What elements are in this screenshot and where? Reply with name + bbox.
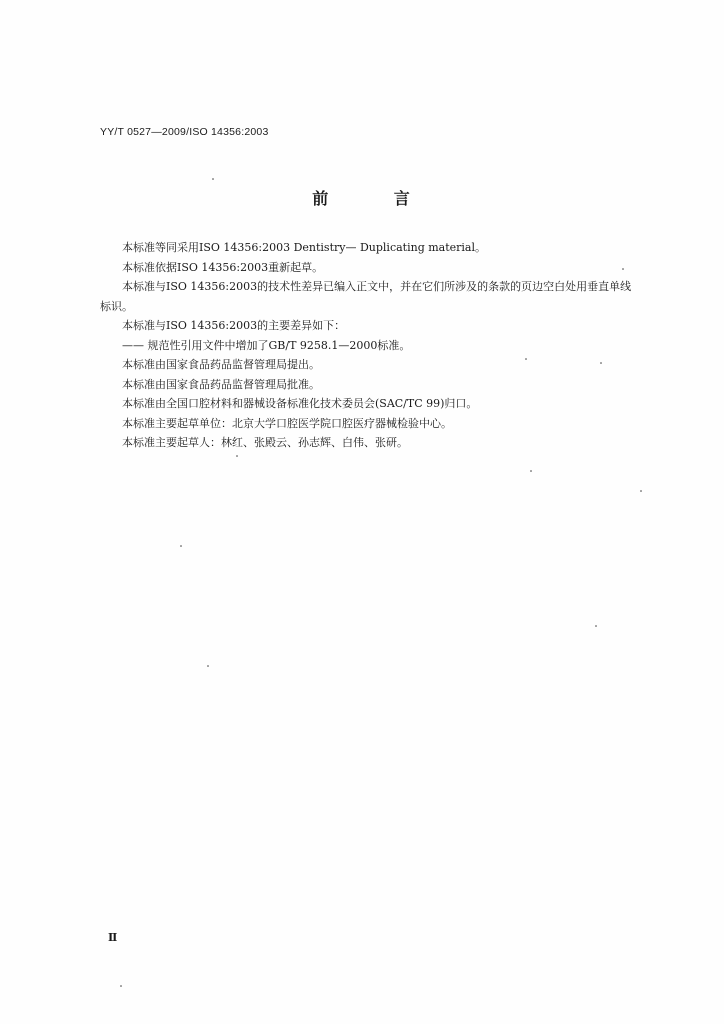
scan-speck <box>595 625 597 627</box>
paragraph-adoption: 本标准等同采用ISO 14356:2003 Dentistry— Duplicating material。 <box>122 241 487 254</box>
paragraph-drafting-unit: 本标准主要起草单位：北京大学口腔医学院口腔医疗器械检验中心。 <box>122 416 452 430</box>
scan-speck <box>530 470 532 472</box>
paragraph-technical-differences: 本标准与ISO 14356:2003的技术性差异已编入正文中，并在它们所涉及的条款的页边空白处用垂直单线标识。 <box>100 280 632 313</box>
paragraph-drafters: 本标准主要起草人：林红、张殿云、孙志辉、白伟、张研。 <box>122 436 408 449</box>
scan-speck <box>212 178 214 180</box>
scan-speck <box>525 358 527 360</box>
scan-speck <box>207 665 209 667</box>
foreword-title: 前 言 <box>312 189 440 208</box>
scan-speck <box>236 455 238 457</box>
scan-speck <box>600 362 602 364</box>
foreword-body <box>100 238 635 453</box>
scan-speck <box>622 268 624 270</box>
scan-speck <box>120 985 122 987</box>
scan-speck <box>180 545 182 547</box>
standard-code-header: YY/T 0527—2009/ISO 14356:2003 <box>100 126 269 138</box>
paragraph-difference-item: —— 规范性引用文件中增加了GB/T 9258.1—2000标准。 <box>122 338 411 352</box>
page-number: Ⅱ <box>108 932 118 944</box>
paragraph-centralized-by: 本标准由全国口腔材料和器械设备标准化技术委员会(SAC/TC 99)归口。 <box>122 397 478 410</box>
scan-speck <box>640 490 642 492</box>
paragraph-main-differences-intro: 本标准与ISO 14356:2003的主要差异如下： <box>122 319 346 332</box>
paragraph-approved-by: 本标准由国家食品药品监督管理局批准。 <box>122 377 320 391</box>
paragraph-basis: 本标准依据ISO 14356:2003重新起草。 <box>122 260 324 274</box>
paragraph-proposed-by: 本标准由国家食品药品监督管理局提出。 <box>122 358 320 371</box>
